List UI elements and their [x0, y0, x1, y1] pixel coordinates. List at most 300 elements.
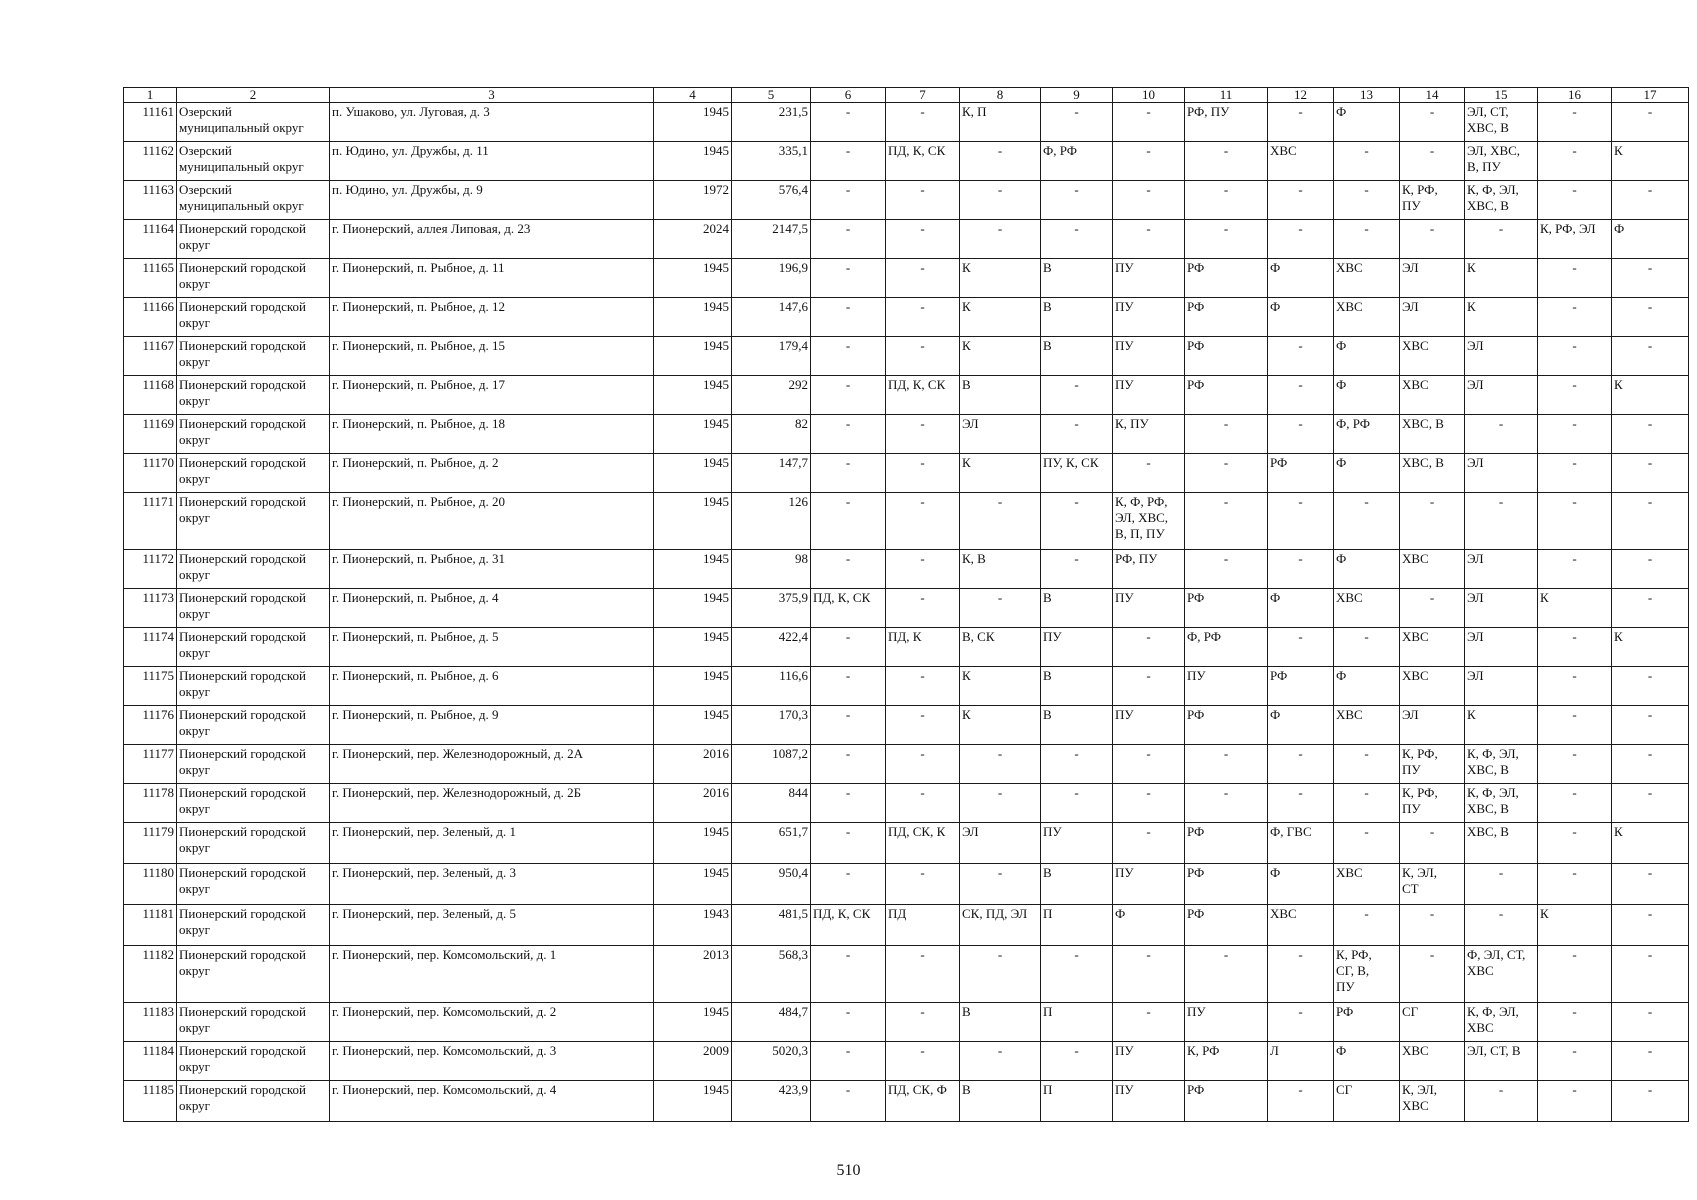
cell-col-12: - — [1268, 337, 1334, 376]
cell-col-2: Пионерский городской округ — [177, 454, 330, 493]
cell-col-5: 423,9 — [732, 1081, 811, 1122]
cell-col-11: Ф, РФ — [1185, 628, 1268, 667]
cell-col-12: Ф — [1268, 589, 1334, 628]
cell-col-9: - — [1041, 493, 1113, 550]
cell-col-5: 231,5 — [732, 103, 811, 142]
cell-col-9: В — [1041, 259, 1113, 298]
cell-col-1: 11175 — [124, 667, 177, 706]
cell-col-13: Ф — [1334, 550, 1400, 589]
cell-col-4: 1945 — [654, 667, 732, 706]
cell-col-7: - — [886, 1042, 960, 1081]
cell-col-14: ЭЛ — [1400, 298, 1465, 337]
cell-col-6: - — [811, 706, 886, 745]
table-row — [124, 493, 1689, 550]
cell-col-15: ЭЛ — [1465, 589, 1538, 628]
cell-col-11: РФ — [1185, 337, 1268, 376]
cell-col-6: - — [811, 376, 886, 415]
cell-col-4: 2016 — [654, 745, 732, 784]
cell-col-4: 1945 — [654, 142, 732, 181]
cell-col-14: ХВС — [1400, 376, 1465, 415]
cell-col-3: г. Пионерский, п. Рыбное, д. 6 — [330, 667, 654, 706]
cell-col-3: г. Пионерский, пер. Железнодорожный, д. 2А — [330, 745, 654, 784]
cell-col-1: 11166 — [124, 298, 177, 337]
cell-col-5: 484,7 — [732, 1003, 811, 1042]
page-number: 510 — [836, 1162, 861, 1179]
cell-col-4: 1972 — [654, 181, 732, 220]
cell-col-7: ПД, СК, Ф — [886, 1081, 960, 1122]
cell-col-2: Озерский муниципальный округ — [177, 142, 330, 181]
cell-col-8: - — [960, 142, 1041, 181]
cell-col-4: 1945 — [654, 550, 732, 589]
cell-col-2: Озерский муниципальный округ — [177, 181, 330, 220]
cell-col-6: - — [811, 745, 886, 784]
cell-col-14: - — [1400, 142, 1465, 181]
cell-col-6: - — [811, 823, 886, 864]
cell-col-17: - — [1612, 550, 1689, 589]
cell-col-5: 126 — [732, 493, 811, 550]
cell-col-16: - — [1538, 667, 1612, 706]
cell-col-17: - — [1612, 103, 1689, 142]
cell-col-3: г. Пионерский, пер. Комсомольский, д. 4 — [330, 1081, 654, 1122]
cell-col-2: Пионерский городской округ — [177, 667, 330, 706]
cell-col-11: - — [1185, 181, 1268, 220]
cell-col-15: Ф, ЭЛ, СТ, ХВС — [1465, 946, 1538, 1003]
cell-col-10: ПУ — [1113, 376, 1185, 415]
cell-col-6: - — [811, 946, 886, 1003]
cell-col-9: В — [1041, 337, 1113, 376]
cell-col-11: ПУ — [1185, 1003, 1268, 1042]
cell-col-10: - — [1113, 1003, 1185, 1042]
cell-col-5: 481,5 — [732, 905, 811, 946]
cell-col-9: - — [1041, 550, 1113, 589]
cell-col-11: РФ — [1185, 706, 1268, 745]
table-row — [124, 667, 1689, 706]
column-header-6: 6 — [811, 88, 886, 103]
cell-col-3: г. Пионерский, пер. Комсомольский, д. 1 — [330, 946, 654, 1003]
cell-col-12: - — [1268, 745, 1334, 784]
cell-col-9: - — [1041, 415, 1113, 454]
cell-col-2: Пионерский городской округ — [177, 706, 330, 745]
cell-col-17: - — [1612, 1042, 1689, 1081]
cell-col-16: - — [1538, 454, 1612, 493]
cell-col-10: - — [1113, 946, 1185, 1003]
cell-col-17: К — [1612, 376, 1689, 415]
cell-col-9: Ф, РФ — [1041, 142, 1113, 181]
cell-col-14: ХВС, В — [1400, 415, 1465, 454]
cell-col-7: - — [886, 589, 960, 628]
cell-col-14: - — [1400, 103, 1465, 142]
cell-col-9: - — [1041, 220, 1113, 259]
cell-col-7: - — [886, 784, 960, 823]
cell-col-1: 11183 — [124, 1003, 177, 1042]
table-row — [124, 745, 1689, 784]
table-row — [124, 550, 1689, 589]
cell-col-5: 147,7 — [732, 454, 811, 493]
cell-col-12: Л — [1268, 1042, 1334, 1081]
cell-col-3: г. Пионерский, п. Рыбное, д. 17 — [330, 376, 654, 415]
cell-col-10: Ф — [1113, 905, 1185, 946]
cell-col-14: ЭЛ — [1400, 259, 1465, 298]
cell-col-17: - — [1612, 259, 1689, 298]
cell-col-2: Озерский муниципальный округ — [177, 103, 330, 142]
cell-col-16: - — [1538, 946, 1612, 1003]
cell-col-13: - — [1334, 628, 1400, 667]
cell-col-14: - — [1400, 946, 1465, 1003]
cell-col-2: Пионерский городской округ — [177, 298, 330, 337]
cell-col-13: ХВС — [1334, 864, 1400, 905]
cell-col-7: - — [886, 493, 960, 550]
cell-col-14: - — [1400, 589, 1465, 628]
cell-col-9: - — [1041, 181, 1113, 220]
cell-col-8: В, СК — [960, 628, 1041, 667]
cell-col-8: К — [960, 337, 1041, 376]
cell-col-15: К — [1465, 298, 1538, 337]
cell-col-14: ХВС — [1400, 1042, 1465, 1081]
table-row — [124, 337, 1689, 376]
cell-col-2: Пионерский городской округ — [177, 823, 330, 864]
cell-col-9: В — [1041, 667, 1113, 706]
cell-col-14: ХВС — [1400, 550, 1465, 589]
cell-col-9: П — [1041, 1081, 1113, 1122]
cell-col-1: 11178 — [124, 784, 177, 823]
cell-col-17: К — [1612, 142, 1689, 181]
cell-col-7: - — [886, 103, 960, 142]
cell-col-11: РФ, ПУ — [1185, 103, 1268, 142]
cell-col-15: К, Ф, ЭЛ, ХВС, В — [1465, 745, 1538, 784]
cell-col-2: Пионерский городской округ — [177, 864, 330, 905]
cell-col-11: - — [1185, 415, 1268, 454]
cell-col-7: - — [886, 337, 960, 376]
cell-col-12: - — [1268, 550, 1334, 589]
cell-col-15: ХВС, В — [1465, 823, 1538, 864]
cell-col-17: - — [1612, 454, 1689, 493]
cell-col-1: 11174 — [124, 628, 177, 667]
cell-col-13: Ф — [1334, 667, 1400, 706]
cell-col-13: РФ — [1334, 1003, 1400, 1042]
cell-col-17: - — [1612, 298, 1689, 337]
table-row — [124, 454, 1689, 493]
column-header-14: 14 — [1400, 88, 1465, 103]
column-header-12: 12 — [1268, 88, 1334, 103]
cell-col-15: - — [1465, 864, 1538, 905]
cell-col-17: - — [1612, 864, 1689, 905]
cell-col-15: ЭЛ, СТ, В — [1465, 1042, 1538, 1081]
cell-col-17: - — [1612, 905, 1689, 946]
cell-col-6: - — [811, 628, 886, 667]
cell-col-6: - — [811, 415, 886, 454]
cell-col-9: В — [1041, 298, 1113, 337]
table-body — [124, 103, 1689, 1122]
cell-col-4: 2009 — [654, 1042, 732, 1081]
table-row — [124, 142, 1689, 181]
cell-col-7: ПД, СК, К — [886, 823, 960, 864]
cell-col-1: 11172 — [124, 550, 177, 589]
cell-col-4: 1945 — [654, 103, 732, 142]
cell-col-16: - — [1538, 493, 1612, 550]
cell-col-5: 375,9 — [732, 589, 811, 628]
cell-col-7: - — [886, 1003, 960, 1042]
cell-col-2: Пионерский городской округ — [177, 550, 330, 589]
cell-col-16: - — [1538, 376, 1612, 415]
cell-col-15: ЭЛ — [1465, 628, 1538, 667]
cell-col-7: - — [886, 745, 960, 784]
cell-col-8: ЭЛ — [960, 823, 1041, 864]
cell-col-4: 1945 — [654, 298, 732, 337]
cell-col-11: - — [1185, 745, 1268, 784]
cell-col-2: Пионерский городской округ — [177, 415, 330, 454]
cell-col-4: 1945 — [654, 259, 732, 298]
cell-col-15: ЭЛ — [1465, 337, 1538, 376]
cell-col-4: 1945 — [654, 823, 732, 864]
cell-col-5: 422,4 — [732, 628, 811, 667]
column-header-15: 15 — [1465, 88, 1538, 103]
cell-col-5: 179,4 — [732, 337, 811, 376]
cell-col-14: - — [1400, 905, 1465, 946]
cell-col-16: - — [1538, 259, 1612, 298]
table-row — [124, 706, 1689, 745]
cell-col-5: 1087,2 — [732, 745, 811, 784]
cell-col-8: К, В — [960, 550, 1041, 589]
cell-col-14: К, РФ, ПУ — [1400, 784, 1465, 823]
cell-col-8: - — [960, 181, 1041, 220]
cell-col-2: Пионерский городской округ — [177, 1003, 330, 1042]
cell-col-12: ХВС — [1268, 905, 1334, 946]
cell-col-12: - — [1268, 946, 1334, 1003]
cell-col-15: К — [1465, 259, 1538, 298]
cell-col-4: 1945 — [654, 454, 732, 493]
cell-col-13: - — [1334, 905, 1400, 946]
cell-col-8: В — [960, 1003, 1041, 1042]
table-row — [124, 298, 1689, 337]
cell-col-5: 147,6 — [732, 298, 811, 337]
cell-col-1: 11179 — [124, 823, 177, 864]
cell-col-12: - — [1268, 415, 1334, 454]
cell-col-2: Пионерский городской округ — [177, 337, 330, 376]
cell-col-6: - — [811, 103, 886, 142]
cell-col-2: Пионерский городской округ — [177, 376, 330, 415]
cell-col-16: - — [1538, 181, 1612, 220]
table-row — [124, 823, 1689, 864]
cell-col-1: 11173 — [124, 589, 177, 628]
cell-col-1: 11165 — [124, 259, 177, 298]
cell-col-6: - — [811, 667, 886, 706]
cell-col-13: Ф, РФ — [1334, 415, 1400, 454]
cell-col-7: - — [886, 298, 960, 337]
cell-col-14: К, РФ, ПУ — [1400, 181, 1465, 220]
cell-col-10: ПУ — [1113, 298, 1185, 337]
cell-col-16: - — [1538, 784, 1612, 823]
cell-col-12: Ф — [1268, 298, 1334, 337]
cell-col-12: - — [1268, 784, 1334, 823]
table-row — [124, 415, 1689, 454]
cell-col-1: 11161 — [124, 103, 177, 142]
cell-col-9: - — [1041, 376, 1113, 415]
cell-col-15: ЭЛ — [1465, 454, 1538, 493]
column-header-2: 2 — [177, 88, 330, 103]
cell-col-13: - — [1334, 142, 1400, 181]
cell-col-6: - — [811, 298, 886, 337]
cell-col-1: 11171 — [124, 493, 177, 550]
cell-col-3: г. Пионерский, пер. Зеленый, д. 3 — [330, 864, 654, 905]
cell-col-15: - — [1465, 493, 1538, 550]
cell-col-4: 1945 — [654, 493, 732, 550]
cell-col-7: - — [886, 946, 960, 1003]
cell-col-15: ЭЛ, ХВС, В, ПУ — [1465, 142, 1538, 181]
cell-col-5: 568,3 — [732, 946, 811, 1003]
cell-col-8: В — [960, 376, 1041, 415]
cell-col-7: ПД, К — [886, 628, 960, 667]
cell-col-9: ПУ — [1041, 823, 1113, 864]
cell-col-4: 1945 — [654, 1081, 732, 1122]
cell-col-6: - — [811, 337, 886, 376]
cell-col-17: - — [1612, 667, 1689, 706]
column-header-4: 4 — [654, 88, 732, 103]
cell-col-12: - — [1268, 1081, 1334, 1122]
cell-col-10: ПУ — [1113, 864, 1185, 905]
table-row — [124, 946, 1689, 1003]
cell-col-4: 1945 — [654, 415, 732, 454]
cell-col-14: К, РФ, ПУ — [1400, 745, 1465, 784]
cell-col-7: - — [886, 864, 960, 905]
table-row — [124, 181, 1689, 220]
cell-col-14: ХВС — [1400, 337, 1465, 376]
cell-col-6: - — [811, 1042, 886, 1081]
column-header-5: 5 — [732, 88, 811, 103]
cell-col-1: 11170 — [124, 454, 177, 493]
cell-col-5: 5020,3 — [732, 1042, 811, 1081]
cell-col-11: РФ — [1185, 259, 1268, 298]
cell-col-2: Пионерский городской округ — [177, 493, 330, 550]
cell-col-12: Ф, ГВС — [1268, 823, 1334, 864]
table-row — [124, 628, 1689, 667]
cell-col-8: СК, ПД, ЭЛ — [960, 905, 1041, 946]
cell-col-11: К, РФ — [1185, 1042, 1268, 1081]
cell-col-10: ПУ — [1113, 259, 1185, 298]
cell-col-11: - — [1185, 550, 1268, 589]
cell-col-10: ПУ — [1113, 1081, 1185, 1122]
cell-col-5: 844 — [732, 784, 811, 823]
cell-col-13: Ф — [1334, 337, 1400, 376]
cell-col-8: ЭЛ — [960, 415, 1041, 454]
column-header-1: 1 — [124, 88, 177, 103]
cell-col-2: Пионерский городской округ — [177, 220, 330, 259]
cell-col-11: РФ — [1185, 864, 1268, 905]
cell-col-5: 116,6 — [732, 667, 811, 706]
cell-col-1: 11162 — [124, 142, 177, 181]
cell-col-9: П — [1041, 905, 1113, 946]
cell-col-4: 1945 — [654, 864, 732, 905]
cell-col-11: - — [1185, 493, 1268, 550]
cell-col-12: - — [1268, 493, 1334, 550]
cell-col-15: - — [1465, 415, 1538, 454]
cell-col-12: РФ — [1268, 667, 1334, 706]
table-row — [124, 784, 1689, 823]
cell-col-3: г. Пионерский, п. Рыбное, д. 20 — [330, 493, 654, 550]
cell-col-5: 98 — [732, 550, 811, 589]
cell-col-17: - — [1612, 784, 1689, 823]
cell-col-12: Ф — [1268, 259, 1334, 298]
cell-col-14: СГ — [1400, 1003, 1465, 1042]
cell-col-3: г. Пионерский, пер. Зеленый, д. 1 — [330, 823, 654, 864]
cell-col-13: - — [1334, 745, 1400, 784]
cell-col-7: - — [886, 181, 960, 220]
cell-col-8: - — [960, 784, 1041, 823]
cell-col-10: - — [1113, 454, 1185, 493]
cell-col-1: 11163 — [124, 181, 177, 220]
cell-col-14: ХВС, В — [1400, 454, 1465, 493]
cell-col-8: К, П — [960, 103, 1041, 142]
cell-col-7: - — [886, 220, 960, 259]
cell-col-6: - — [811, 259, 886, 298]
cell-col-8: К — [960, 259, 1041, 298]
cell-col-3: г. Пионерский, аллея Липовая, д. 23 — [330, 220, 654, 259]
cell-col-13: ХВС — [1334, 259, 1400, 298]
cell-col-13: - — [1334, 181, 1400, 220]
cell-col-9: П — [1041, 1003, 1113, 1042]
cell-col-15: ЭЛ — [1465, 550, 1538, 589]
cell-col-13: - — [1334, 493, 1400, 550]
cell-col-1: 11181 — [124, 905, 177, 946]
cell-col-12: - — [1268, 220, 1334, 259]
cell-col-17: - — [1612, 415, 1689, 454]
cell-col-9: - — [1041, 103, 1113, 142]
cell-col-12: - — [1268, 376, 1334, 415]
cell-col-16: - — [1538, 864, 1612, 905]
cell-col-16: К — [1538, 589, 1612, 628]
cell-col-15: ЭЛ — [1465, 376, 1538, 415]
cell-col-1: 11176 — [124, 706, 177, 745]
cell-col-9: ПУ, К, СК — [1041, 454, 1113, 493]
cell-col-16: К — [1538, 905, 1612, 946]
cell-col-2: Пионерский городской округ — [177, 745, 330, 784]
cell-col-13: - — [1334, 220, 1400, 259]
table-row — [124, 259, 1689, 298]
cell-col-11: - — [1185, 946, 1268, 1003]
cell-col-14: ЭЛ — [1400, 706, 1465, 745]
cell-col-3: г. Пионерский, п. Рыбное, д. 4 — [330, 589, 654, 628]
cell-col-15: К, Ф, ЭЛ, ХВС, В — [1465, 784, 1538, 823]
cell-col-11: ПУ — [1185, 667, 1268, 706]
cell-col-13: СГ — [1334, 1081, 1400, 1122]
cell-col-10: К, Ф, РФ, ЭЛ, ХВС, В, П, ПУ — [1113, 493, 1185, 550]
table-row — [124, 103, 1689, 142]
cell-col-14: - — [1400, 823, 1465, 864]
cell-col-13: К, РФ, СГ, В, ПУ — [1334, 946, 1400, 1003]
column-header-16: 16 — [1538, 88, 1612, 103]
cell-col-3: п. Юдино, ул. Дружбы, д. 9 — [330, 181, 654, 220]
cell-col-12: - — [1268, 628, 1334, 667]
cell-col-13: ХВС — [1334, 706, 1400, 745]
cell-col-5: 170,3 — [732, 706, 811, 745]
cell-col-12: Ф — [1268, 706, 1334, 745]
cell-col-8: - — [960, 745, 1041, 784]
table-row — [124, 905, 1689, 946]
cell-col-16: - — [1538, 298, 1612, 337]
table-row — [124, 589, 1689, 628]
cell-col-15: ЭЛ — [1465, 667, 1538, 706]
cell-col-5: 576,4 — [732, 181, 811, 220]
cell-col-9: ПУ — [1041, 628, 1113, 667]
cell-col-17: - — [1612, 745, 1689, 784]
table-row — [124, 220, 1689, 259]
cell-col-16: - — [1538, 1042, 1612, 1081]
cell-col-5: 2147,5 — [732, 220, 811, 259]
cell-col-6: - — [811, 864, 886, 905]
cell-col-17: К — [1612, 823, 1689, 864]
cell-col-1: 11164 — [124, 220, 177, 259]
cell-col-13: ХВС — [1334, 298, 1400, 337]
cell-col-9: - — [1041, 946, 1113, 1003]
